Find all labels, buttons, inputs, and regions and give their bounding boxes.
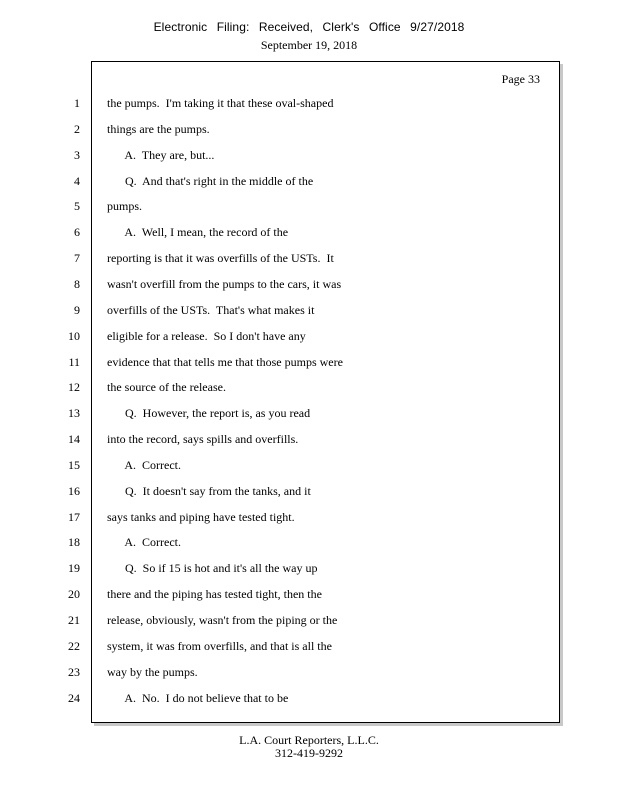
transcript-line-text: the source of the release.: [107, 380, 226, 394]
line-number: 19: [68, 561, 80, 575]
transcript-line-text: Q. However, the report is, as you read: [107, 406, 311, 420]
transcript-line-text: the pumps. I'm taking it that these oval-shaped: [107, 96, 334, 110]
transcript-line-text: A. Well, I mean, the record of the: [107, 225, 289, 239]
page-number: Page 33: [501, 72, 540, 86]
line-number: 13: [68, 406, 80, 420]
transcript-line-text: A. They are, but...: [107, 148, 215, 162]
line-number: 3: [74, 148, 80, 162]
transcript-line-text: into the record, says spills and overfills.: [107, 432, 299, 446]
court-reporter-phone: 312-419-9292: [275, 746, 343, 760]
transcript-line-text: release, obviously, wasn't from the piping or the: [107, 613, 338, 627]
line-number: 12: [68, 380, 80, 394]
line-number: 15: [68, 458, 80, 472]
line-number: 9: [74, 303, 80, 317]
line-number: 24: [68, 691, 80, 705]
transcript-line-text: A. No. I do not believe that to be: [107, 691, 289, 705]
court-reporter-name: L.A. Court Reporters, L.L.C.: [239, 733, 379, 747]
line-number: 23: [68, 665, 80, 679]
transcript-line-text: wasn't overfill from the pumps to the cars, it was: [107, 277, 342, 291]
line-number: 17: [68, 510, 80, 524]
line-number: 14: [68, 432, 80, 446]
transcript-line-text: things are the pumps.: [107, 122, 210, 136]
transcript-line-text: A. Correct.: [107, 535, 181, 549]
transcript-line-text: system, it was from overfills, and that is all the: [107, 639, 332, 653]
line-number: 7: [74, 251, 80, 265]
transcript-line-text: overfills of the USTs. That's what makes it: [107, 303, 315, 317]
line-number: 4: [74, 174, 80, 188]
line-number: 6: [74, 225, 80, 239]
line-number: 10: [68, 329, 80, 343]
line-number: 8: [74, 277, 80, 291]
filing-stamp: Electronic Filing: Received, Clerk's Office 9/27/2018: [153, 20, 465, 34]
transcript-line-text: evidence that that tells me that those pumps were: [107, 355, 343, 369]
transcript-line-text: Q. And that's right in the middle of the: [107, 174, 314, 188]
transcript-line-text: way by the pumps.: [107, 665, 198, 679]
line-number: 1: [74, 96, 80, 110]
transcript-line-text: pumps.: [107, 199, 143, 213]
line-number: 16: [68, 484, 80, 498]
transcript-line-text: Q. So if 15 is hot and it's all the way up: [107, 561, 318, 575]
transcript-line-text: reporting is that it was overfills of the USTs. It: [107, 251, 334, 265]
line-number: 11: [68, 355, 80, 369]
transcript-line-text: A. Correct.: [107, 458, 181, 472]
line-number: 2: [74, 122, 80, 136]
transcript-line-text: Q. It doesn't say from the tanks, and it: [107, 484, 311, 498]
line-number: 5: [74, 199, 80, 213]
line-number: 21: [68, 613, 80, 627]
received-date: September 19, 2018: [260, 38, 358, 52]
line-number: 18: [68, 535, 80, 549]
line-number: 22: [68, 639, 80, 653]
line-number: 20: [68, 587, 80, 601]
transcript-line-text: eligible for a release. So I don't have any: [107, 329, 306, 343]
transcript-line-text: there and the piping has tested tight, then the: [107, 587, 322, 601]
transcript-line-text: says tanks and piping have tested tight.: [107, 510, 295, 524]
